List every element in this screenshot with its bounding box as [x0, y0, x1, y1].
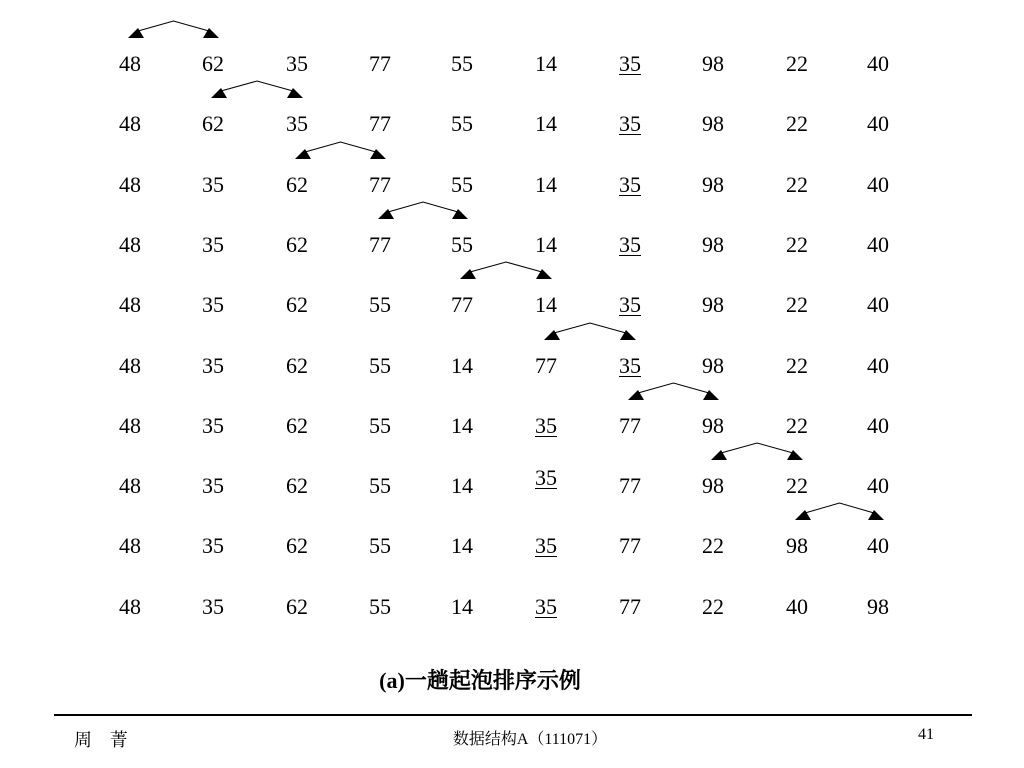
array-cell: 35	[286, 51, 308, 76]
array-cell: 35	[202, 533, 224, 558]
right-arrowhead-icon	[620, 330, 636, 340]
array-cell: 98	[702, 232, 724, 257]
array-cell: 35	[202, 172, 224, 197]
array-cell: 35	[286, 111, 308, 136]
array-cell: 22	[702, 594, 724, 619]
array-cell: 35	[619, 232, 641, 257]
array-cell: 62	[286, 353, 308, 378]
array-cell: 14	[535, 111, 557, 136]
left-arrowhead-icon	[795, 510, 811, 520]
array-cell: 48	[119, 111, 141, 136]
swap-arrow	[211, 81, 303, 98]
swap-arrow	[378, 202, 468, 219]
swap-arrow	[795, 503, 884, 520]
array-cell: 14	[451, 413, 473, 438]
left-arrowhead-icon	[460, 269, 476, 279]
array-cell: 48	[119, 51, 141, 76]
array-cell: 98	[702, 111, 724, 136]
array-cell: 98	[702, 413, 724, 438]
swap-arrow-line	[721, 443, 793, 453]
array-cell: 14	[535, 51, 557, 76]
array-cell: 77	[619, 594, 641, 619]
array-cell: 55	[451, 232, 473, 257]
array-cell: 62	[202, 51, 224, 76]
footer-page-number: 41	[918, 726, 934, 743]
array-cell: 22	[786, 413, 808, 438]
array-cell: 55	[369, 473, 391, 498]
array-cell: 40	[867, 232, 889, 257]
left-arrowhead-icon	[128, 28, 144, 38]
array-cell: 77	[535, 353, 557, 378]
array-cell: 40	[867, 353, 889, 378]
array-cell: 48	[119, 413, 141, 438]
array-cell: 35	[535, 465, 557, 490]
array-cell: 77	[619, 473, 641, 498]
array-cell: 48	[119, 473, 141, 498]
array-cell: 22	[786, 172, 808, 197]
array-cell: 22	[786, 51, 808, 76]
array-cell: 35	[202, 292, 224, 317]
right-arrowhead-icon	[868, 510, 884, 520]
array-cell: 77	[369, 111, 391, 136]
array-cell: 35	[535, 413, 557, 438]
array-cell: 40	[867, 473, 889, 498]
figure-caption: (a)一趟起泡排序示例	[379, 668, 581, 693]
array-cell: 98	[702, 473, 724, 498]
array-cell: 55	[369, 413, 391, 438]
array-cell: 40	[867, 51, 889, 76]
right-arrowhead-icon	[703, 390, 719, 400]
array-cell: 22	[786, 111, 808, 136]
right-arrowhead-icon	[287, 88, 303, 98]
array-cell: 77	[619, 533, 641, 558]
array-cell: 35	[535, 594, 557, 619]
left-arrowhead-icon	[295, 149, 311, 159]
array-cell: 98	[786, 533, 808, 558]
swap-arrow-line	[470, 262, 542, 272]
array-cell: 35	[202, 594, 224, 619]
array-cell: 14	[451, 533, 473, 558]
left-arrowhead-icon	[628, 390, 644, 400]
left-arrowhead-icon	[211, 88, 227, 98]
array-cell: 14	[535, 232, 557, 257]
array-cell: 98	[867, 594, 889, 619]
swap-arrow	[295, 142, 386, 159]
swap-arrow-line	[138, 21, 209, 31]
array-cell: 55	[451, 51, 473, 76]
array-cell: 55	[369, 292, 391, 317]
swap-arrow-line	[305, 142, 376, 152]
array-cell: 40	[867, 413, 889, 438]
array-cell: 77	[369, 172, 391, 197]
array-cell: 14	[451, 473, 473, 498]
right-arrowhead-icon	[536, 269, 552, 279]
array-cell: 55	[369, 533, 391, 558]
array-cell: 77	[451, 292, 473, 317]
swap-arrow-line	[221, 81, 293, 91]
array-cell: 55	[369, 353, 391, 378]
array-cell: 22	[786, 353, 808, 378]
array-cell: 14	[535, 172, 557, 197]
array-cell: 35	[619, 353, 641, 378]
footer-divider	[54, 714, 972, 716]
array-cell: 22	[786, 232, 808, 257]
swap-arrow	[128, 21, 219, 38]
array-cell: 22	[702, 533, 724, 558]
array-cell: 35	[619, 172, 641, 197]
footer-author: 周 菁	[74, 730, 134, 751]
array-cell: 62	[286, 172, 308, 197]
array-cell: 35	[619, 292, 641, 317]
array-cell: 48	[119, 172, 141, 197]
swap-arrow	[711, 443, 803, 460]
array-cell: 62	[286, 594, 308, 619]
array-cell: 40	[786, 594, 808, 619]
swap-arrow-line	[805, 503, 874, 513]
array-cell: 35	[535, 533, 557, 558]
array-cell: 40	[867, 111, 889, 136]
swap-arrow-line	[638, 383, 709, 393]
swap-arrow	[544, 323, 636, 340]
array-cell: 40	[867, 533, 889, 558]
swap-arrow-line	[388, 202, 458, 212]
swap-arrow-line	[554, 323, 626, 333]
right-arrowhead-icon	[452, 209, 468, 219]
array-cell: 77	[369, 232, 391, 257]
array-cell: 62	[286, 232, 308, 257]
array-cell: 48	[119, 232, 141, 257]
array-cell: 77	[619, 413, 641, 438]
swap-arrow	[460, 262, 552, 279]
array-cell: 48	[119, 353, 141, 378]
left-arrowhead-icon	[378, 209, 394, 219]
array-cell: 62	[286, 413, 308, 438]
array-cell: 40	[867, 292, 889, 317]
array-cell: 40	[867, 172, 889, 197]
array-cell: 35	[619, 51, 641, 76]
right-arrowhead-icon	[203, 28, 219, 38]
left-arrowhead-icon	[544, 330, 560, 340]
array-cell: 35	[202, 232, 224, 257]
right-arrowhead-icon	[370, 149, 386, 159]
array-cell: 48	[119, 594, 141, 619]
array-cell: 62	[202, 111, 224, 136]
array-cell: 98	[702, 292, 724, 317]
array-cell: 48	[119, 292, 141, 317]
array-cell: 77	[369, 51, 391, 76]
array-cell: 35	[202, 473, 224, 498]
array-cell: 98	[702, 353, 724, 378]
swap-arrow	[628, 383, 719, 400]
array-cell: 14	[451, 353, 473, 378]
array-cell: 98	[702, 51, 724, 76]
array-cell: 48	[119, 533, 141, 558]
array-cell: 14	[535, 292, 557, 317]
array-cell: 55	[451, 172, 473, 197]
array-cell: 62	[286, 533, 308, 558]
array-cell: 55	[451, 111, 473, 136]
array-cell: 55	[369, 594, 391, 619]
right-arrowhead-icon	[787, 450, 803, 460]
array-cell: 62	[286, 473, 308, 498]
array-cell: 35	[202, 413, 224, 438]
array-cell: 22	[786, 292, 808, 317]
array-cell: 35	[619, 111, 641, 136]
left-arrowhead-icon	[711, 450, 727, 460]
array-cell: 35	[202, 353, 224, 378]
array-cell: 98	[702, 172, 724, 197]
array-cell: 22	[786, 473, 808, 498]
array-cell: 14	[451, 594, 473, 619]
array-cell: 62	[286, 292, 308, 317]
footer-course: 数据结构A（111071）	[452, 731, 608, 748]
